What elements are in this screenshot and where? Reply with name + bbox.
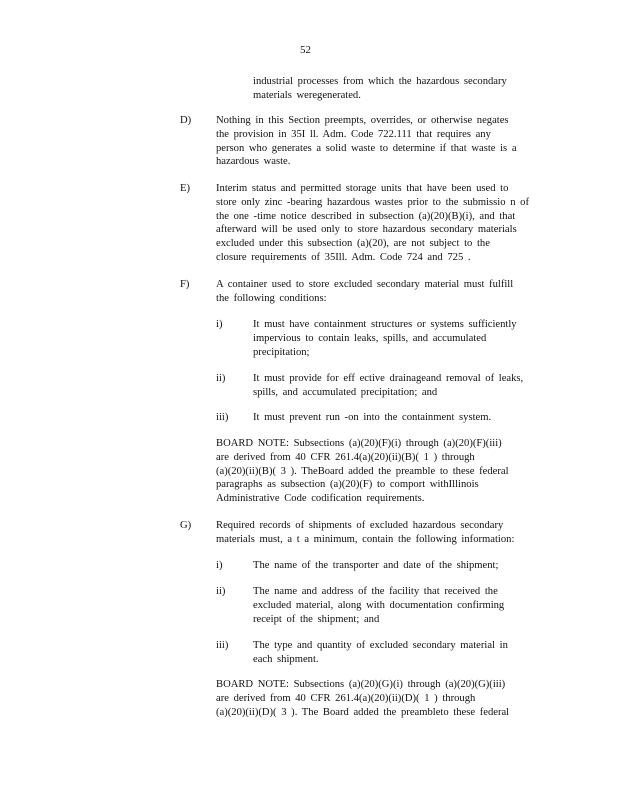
text-line: BOARD NOTE: Subsections (a)(20)(G)(i) through (a)(20)(G)(iii) [216, 679, 506, 690]
section-d-paragraph [216, 114, 532, 169]
text-line: paragraphs as subsection (a)(20)(F) to comport withIllinois [216, 479, 479, 491]
text-line: are derived from 40 CFR 261.4(a)(20)(ii)(D)( 1 ) through [216, 692, 476, 704]
item-label-f-iii: iii) [216, 412, 229, 423]
text-line: Required records of shipments of excluded hazardous secondary [216, 520, 504, 531]
text-line: person who generates a solid waste to determine if that waste is a [216, 142, 517, 154]
text-line: receipt of the shipment; and [253, 613, 380, 625]
text-line: Interim status and permitted storage units that have been used to [216, 183, 509, 194]
page-number: 52 [300, 44, 311, 56]
text-line: spills, and accumulated precipitation; and [253, 386, 438, 398]
section-label-f: F) [180, 279, 190, 290]
text-line: afterward will be used only to store hazardous secondary materials [216, 224, 517, 236]
text-line: The type and quantity of excluded secondary material in [253, 640, 508, 651]
item-g-iii-paragraph [253, 639, 533, 667]
item-f-ii-paragraph [253, 372, 533, 400]
text-line: excluded under this subsection (a)(20), are not subject to the [216, 238, 490, 250]
text-line: A container used to store excluded secondary material must fulfill [216, 279, 514, 290]
section-label-e: E) [180, 183, 190, 194]
section-label-d: D) [180, 115, 192, 126]
item-f-i-paragraph [253, 318, 533, 359]
text-line: industrial processes from which the hazardous secondary [253, 76, 507, 87]
text-line: It must prevent run -on into the containment system. [253, 412, 492, 423]
item-label-g-ii: ii) [216, 586, 226, 597]
item-label-f-ii: ii) [216, 373, 226, 384]
text-line: the following conditions: [216, 292, 327, 304]
item-label-f-i: i) [216, 319, 223, 330]
section-label-g: G) [180, 520, 192, 531]
text-line: are derived from 40 CFR 261.4(a)(20)(ii)(B)( 1 ) through [216, 451, 475, 463]
board-note-g [216, 678, 532, 719]
section-g-paragraph [216, 519, 532, 547]
text-line: Administrative Code codification requirements. [216, 493, 425, 505]
text-line: each shipment. [253, 653, 319, 665]
section-f-paragraph [216, 278, 532, 306]
text-line: (a)(20)(ii)(D)( 3 ). The Board added the preambleto these federal [216, 706, 510, 718]
text-line: materials weregenerated. [253, 89, 361, 101]
text-line: It must have containment structures or systems sufficiently [253, 319, 517, 330]
text-line: closure requirements of 35Ill. Adm. Code 724 and 725 . [216, 251, 471, 263]
text-line: store only zinc -bearing hazardous wastes prior to the submissio n of [216, 196, 529, 208]
item-label-g-iii: iii) [216, 640, 229, 651]
item-f-iii-paragraph [253, 411, 533, 425]
text-line: excluded material, along with documentation confirming [253, 599, 505, 611]
text-line: hazardous waste. [216, 156, 291, 168]
text-line: It must provide for eff ective drainageand removal of leaks, [253, 373, 524, 384]
text-line: the one -time notice described in subsection (a)(20)(B)(i), and that [216, 210, 516, 222]
text-line: precipitation; [253, 346, 310, 358]
text-line: BOARD NOTE: Subsections (a)(20)(F)(i) through (a)(20)(F)(iii) [216, 438, 502, 449]
text-line: impervious to contain leaks, spills, and accumulated [253, 332, 487, 344]
text-line: The name and address of the facility that received the [253, 586, 498, 597]
text-line: the provision in 35I ll. Adm. Code 722.111 that requires any [216, 128, 491, 140]
text-line: Nothing in this Section preempts, overrides, or otherwise negates [216, 115, 509, 126]
text-line: The name of the transporter and date of the shipment; [253, 560, 499, 571]
item-g-i-paragraph [253, 559, 533, 573]
board-note-f [216, 437, 532, 506]
item-label-g-i: i) [216, 560, 223, 571]
text-line: materials must, a t a minimum, contain the following information: [216, 533, 515, 545]
item-g-ii-paragraph [253, 585, 533, 626]
section-e-paragraph [216, 182, 532, 265]
text-line: (a)(20)(ii)(B)( 3 ). TheBoard added the preamble to these federal [216, 465, 509, 477]
continuation-paragraph [253, 75, 523, 103]
